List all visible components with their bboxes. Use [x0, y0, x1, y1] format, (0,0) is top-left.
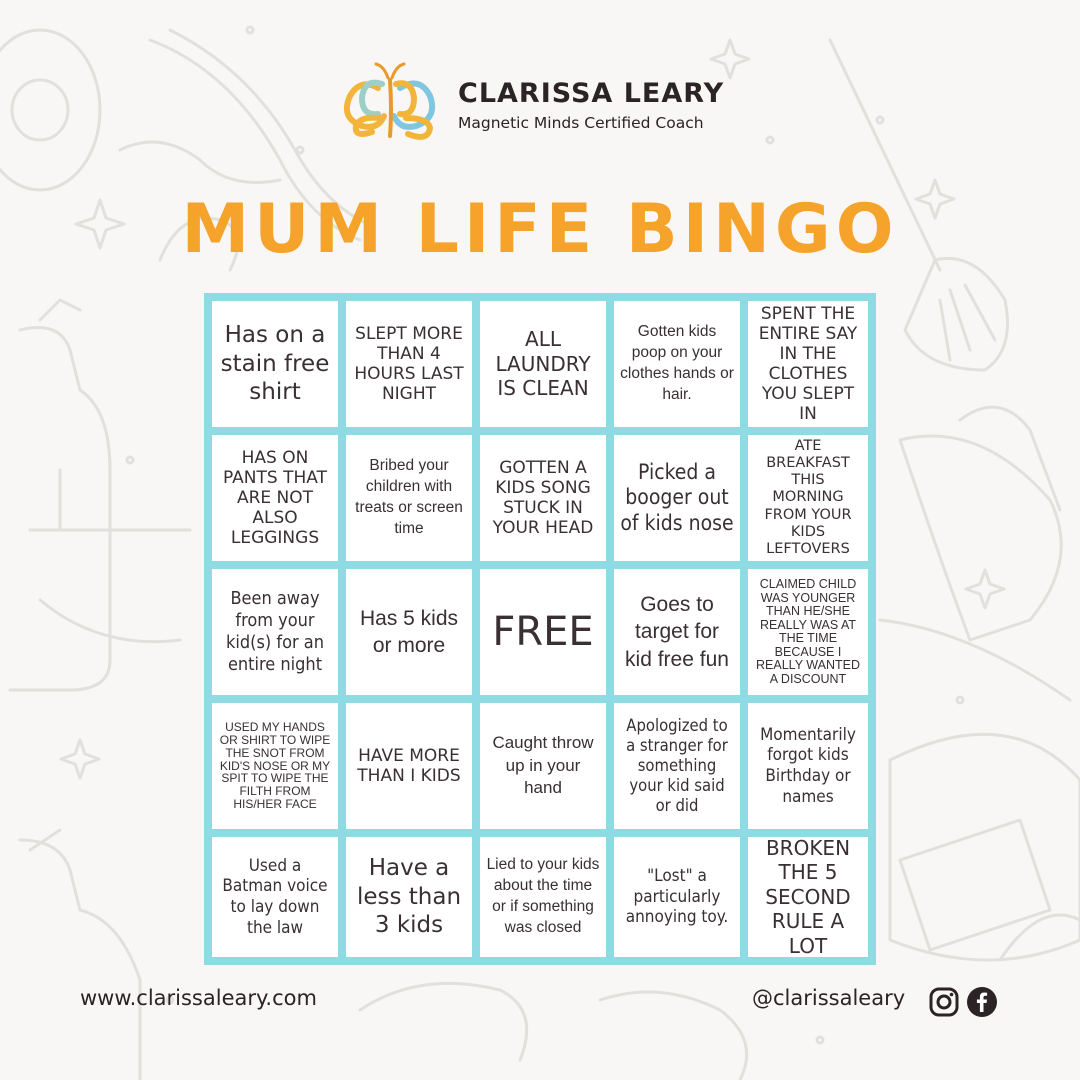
bingo-cell: Bribed your children with treats or screen time	[346, 435, 472, 561]
bingo-cell: SLEPT MORE THAN 4 HOURS LAST NIGHT	[346, 301, 472, 427]
bingo-cell: "Lost" a particularly annoying toy.	[614, 837, 740, 957]
bingo-cell: USED MY HANDS OR SHIRT TO WIPE THE SNOT FROM KID'S NOSE OR MY SPIT TO WIPE THE FILTH FROM HIS/HER FACE	[212, 703, 338, 829]
bingo-cell: Gotten kids poop on your clothes hands or hair.	[614, 301, 740, 427]
butterfly-logo-icon	[338, 58, 450, 148]
bingo-cell: Has 5 kids or more	[346, 569, 472, 695]
bingo-cell: ALL LAUNDRY IS CLEAN	[480, 301, 606, 427]
bingo-board	[204, 293, 876, 965]
free-space: FREE	[480, 569, 606, 695]
bingo-cell: Caught throw up in your hand	[480, 703, 606, 829]
bingo-cell: Been away from your kid(s) for an entire night	[212, 569, 338, 695]
bingo-cell: Has on a stain free shirt	[212, 301, 338, 427]
bingo-cell: Have a less than 3 kids	[346, 837, 472, 957]
brand-tagline: Magnetic Minds Certified Coach	[458, 114, 704, 132]
page-title: MUM LIFE BINGO	[181, 190, 899, 269]
social-handle[interactable]: @clarissaleary	[752, 986, 906, 1010]
bingo-cell: Goes to target for kid free fun	[614, 569, 740, 695]
bingo-cell: BROKEN THE 5 SECOND RULE A LOT	[748, 837, 868, 957]
brand-name: CLARISSA LEARY	[458, 78, 725, 109]
bingo-cell: ATE BREAKFAST THIS MORNING FROM YOUR KIDS LEFTOVERS	[748, 435, 868, 561]
brand-header	[338, 58, 725, 148]
facebook-icon[interactable]	[966, 986, 998, 1018]
bingo-cell: Used a Batman voice to lay down the law	[212, 837, 338, 957]
bingo-cell: CLAIMED CHILD WAS YOUNGER THAN HE/SHE REALLY WAS AT THE TIME BECAUSE I REALLY WANTED A DISCOUNT	[748, 569, 868, 695]
bingo-cell: HAS ON PANTS THAT ARE NOT ALSO LEGGINGS	[212, 435, 338, 561]
bingo-cell: HAVE MORE THAN I KIDS	[346, 703, 472, 829]
bingo-cell: SPENT THE ENTIRE SAY IN THE CLOTHES YOU SLEPT IN	[748, 301, 868, 427]
bingo-cell: Momentarily forgot kids Birthday or names	[748, 703, 868, 829]
bingo-cell: GOTTEN A KIDS SONG STUCK IN YOUR HEAD	[480, 435, 606, 561]
instagram-icon[interactable]	[928, 986, 960, 1018]
bingo-cell: Picked a booger out of kids nose	[614, 435, 740, 561]
bingo-cell: Lied to your kids about the time or if something was closed	[480, 837, 606, 957]
website-link[interactable]: www.clarissaleary.com	[80, 986, 317, 1010]
bingo-cell: Apologized to a stranger for something your kid said or did	[614, 703, 740, 829]
